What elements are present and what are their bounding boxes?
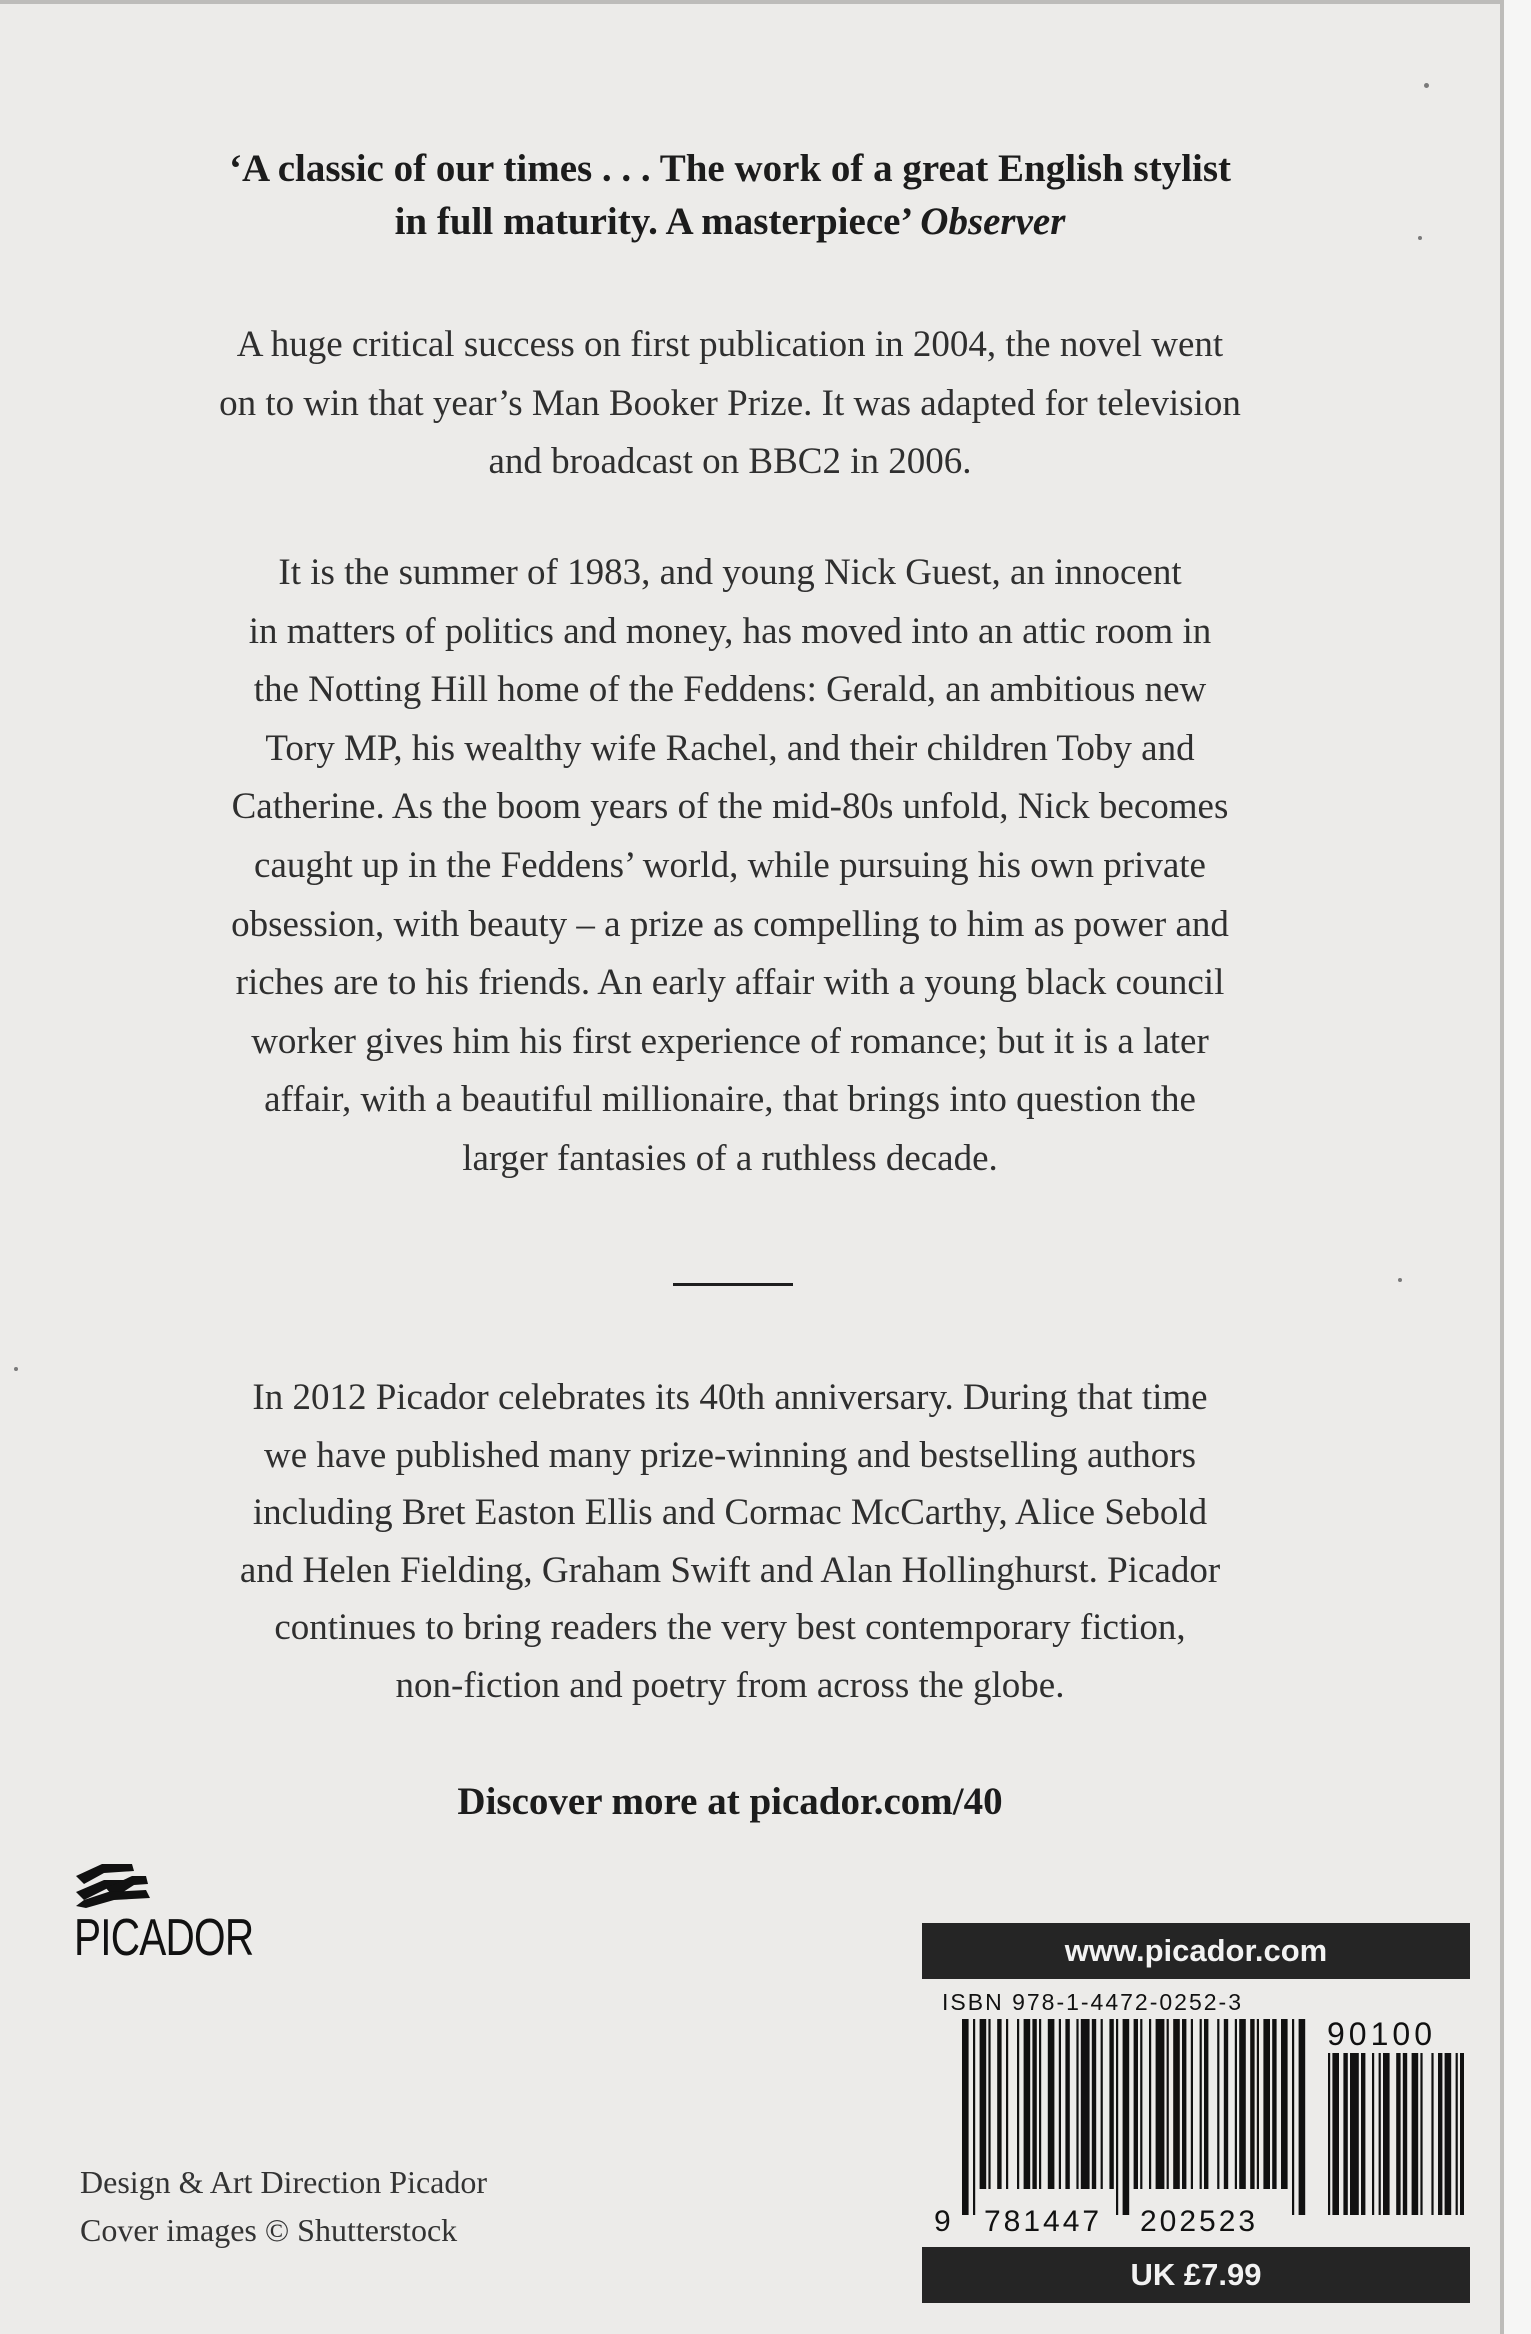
blurb-line: Tory MP, his wealthy wife Rachel, and their children Toby and — [265, 727, 1195, 769]
barcode-addon-digits: 90100 — [1327, 2019, 1436, 2052]
barcode-addon-bar — [1332, 2053, 1339, 2215]
barcode-bar — [980, 2019, 987, 2189]
barcode-panel — [922, 1923, 1470, 2303]
blurb-line: on to win that year’s Man Booker Prize. It was adapted for television — [219, 382, 1241, 424]
anniversary-line: and Helen Fielding, Graham Swift and Alan Hollinghurst. Picador — [239, 1549, 1221, 1591]
blurb-line: larger fantasies of a ruthless decade. — [462, 1137, 998, 1179]
barcode-addon-bars — [1328, 2053, 1464, 2215]
barcode-bar — [973, 2019, 975, 2215]
anniversary-line: including Bret Easton Ellis and Cormac McCarthy, Alice Sebold — [252, 1492, 1208, 1533]
blurb-line: It is the summer of 1983, and young Nick Guest, an innocent — [278, 552, 1182, 593]
barcode-addon-bar — [1343, 2053, 1347, 2215]
barcode-bar — [1024, 2019, 1031, 2189]
anniversary-line: we have published many prize-winning and bestselling authors — [264, 1434, 1196, 1476]
blurb-paragraph-1 — [0, 316, 1460, 492]
blurb-line: affair, with a beautiful millionaire, that brings into question the — [264, 1079, 1196, 1121]
barcode-bar — [1039, 2019, 1041, 2189]
barcode-graphic — [934, 2019, 1464, 2243]
barcode-digit-first: 9 — [934, 2205, 951, 2238]
paper-speck — [1424, 83, 1429, 88]
barcode-bar — [1299, 2019, 1306, 2215]
barcode-addon-bar — [1412, 2053, 1419, 2215]
barcode-bar — [1250, 2019, 1254, 2189]
barcode-addon-bar — [1361, 2053, 1365, 2215]
blurb-line: riches are to his friends. An early affair with a young black council — [235, 962, 1225, 1004]
barcode-addon-bar — [1403, 2053, 1407, 2215]
barcode-addon-bar — [1379, 2053, 1381, 2215]
paper-speck — [1398, 1278, 1402, 1282]
blurb-line: A huge critical success on first publication in 2004, the novel went — [236, 324, 1224, 365]
publisher-url-band: www.picador.com — [922, 1923, 1470, 1979]
barcode-addon-bar — [1383, 2053, 1390, 2215]
review-quote-text: in full maturity. A masterpiece’ — [394, 200, 921, 243]
anniversary-line: non-fiction and poetry from across the globe. — [395, 1664, 1065, 1706]
cover-edge — [1504, 0, 1531, 2334]
image-credit: Cover images © Shutterstock — [80, 2212, 458, 2248]
barcode-bar — [1032, 2019, 1036, 2189]
barcode-bar — [1109, 2019, 1113, 2189]
barcode-bar — [1116, 2019, 1118, 2215]
blurb-line: in matters of politics and money, has moved into an attic room in — [248, 610, 1212, 652]
barcode-bar — [1048, 2019, 1055, 2189]
barcode-addon-bar — [1431, 2053, 1433, 2215]
design-credit: Design & Art Direction Picador — [80, 2164, 488, 2200]
blurb-line: obsession, with beauty – a prize as compelling to him as power and — [231, 903, 1229, 945]
barcode-bar — [1123, 2019, 1130, 2215]
review-quote — [0, 142, 1460, 248]
barcode-bar — [1059, 2019, 1061, 2189]
barcode-bar — [1149, 2019, 1151, 2189]
blurb-line: worker gives him his first experience of romance; but it is a later — [251, 1020, 1209, 1062]
barcode-bar — [1101, 2019, 1103, 2189]
barcode-bar — [1006, 2019, 1008, 2189]
barcode-bar — [1272, 2019, 1276, 2189]
barcode-bar — [1217, 2019, 1219, 2189]
barcode-bar — [1235, 2019, 1237, 2189]
barcode-digits-group2: 202523 — [1140, 2205, 1259, 2238]
review-quote-line1: ‘A classic of our times . . . The work of a great English stylist — [228, 147, 1232, 190]
barcode-addon-bar — [1396, 2053, 1400, 2215]
paper-speck — [14, 1367, 18, 1371]
barcode-digits-group1: 781447 — [984, 2205, 1103, 2238]
paper-speck — [1418, 236, 1422, 240]
barcode-bar — [1156, 2019, 1165, 2189]
barcode-bar — [1204, 2019, 1208, 2189]
barcode-bar — [1076, 2019, 1078, 2189]
barcode-addon-bar — [1456, 2053, 1458, 2215]
blurb-line: the Notting Hill home of the Feddens: Gerald, an ambitious new — [253, 669, 1207, 711]
blurb-line: Catherine. As the boom years of the mid-80s unfold, Nick becomes — [231, 786, 1229, 828]
section-divider — [673, 1283, 793, 1286]
barcode-addon-bar — [1420, 2053, 1422, 2215]
barcode-bar — [997, 2019, 1001, 2189]
anniversary-line: continues to bring readers the very best contemporary fiction, — [274, 1607, 1186, 1648]
picador-wordmark: PICADOR — [74, 1909, 254, 1967]
barcode-bar — [1182, 2019, 1186, 2189]
barcode-addon-bar — [1438, 2053, 1442, 2215]
barcode-addon-bar — [1445, 2053, 1452, 2215]
barcode-bar — [962, 2019, 969, 2215]
barcode-bar — [1200, 2019, 1202, 2189]
anniversary-line: In 2012 Picador celebrates its 40th anniversary. During that time — [252, 1377, 1208, 1418]
barcode-bar — [1281, 2019, 1288, 2189]
review-quote-source: Observer — [920, 200, 1066, 243]
barcode-bar — [1167, 2019, 1169, 2189]
barcode-bar — [1092, 2019, 1096, 2189]
barcode-addon-bar — [1328, 2053, 1330, 2215]
barcode-addon-bar — [1460, 2053, 1464, 2215]
barcode-bar — [1065, 2019, 1069, 2189]
blurb-line: and broadcast on BBC2 in 2006. — [488, 441, 972, 483]
barcode-bar — [1239, 2019, 1246, 2189]
review-quote-line2 — [0, 195, 1460, 248]
cover-top-edge — [0, 0, 1500, 4]
anniversary-paragraph — [0, 1369, 1460, 1714]
discover-more-link: Discover more at picador.com/40 — [457, 1780, 1003, 1823]
barcode-bar — [988, 2019, 990, 2189]
credits — [80, 2158, 487, 2254]
barcode-bar — [1292, 2019, 1294, 2215]
barcode-bar — [1257, 2019, 1259, 2189]
barcode-bar — [1140, 2019, 1142, 2189]
barcode-bar — [1224, 2019, 1228, 2189]
barcode-addon-bar — [1372, 2053, 1374, 2215]
barcode-bar — [1081, 2019, 1090, 2189]
barcode-bar — [1173, 2019, 1180, 2189]
barcode-bar — [1134, 2019, 1138, 2189]
barcode-addon-bar — [1350, 2053, 1359, 2215]
blurb-paragraph-2 — [0, 544, 1460, 1189]
price-band: UK £7.99 — [922, 2247, 1470, 2303]
isbn-number: ISBN 978-1-4472-0252-3 — [942, 1989, 1243, 2015]
blurb-line: caught up in the Feddens’ world, while pursuing his own private — [254, 844, 1206, 886]
barcode-main-bars — [962, 2019, 1305, 2215]
barcode-bar — [1263, 2019, 1270, 2189]
barcode-bar — [1017, 2019, 1019, 2189]
barcode-bar — [1191, 2019, 1193, 2189]
